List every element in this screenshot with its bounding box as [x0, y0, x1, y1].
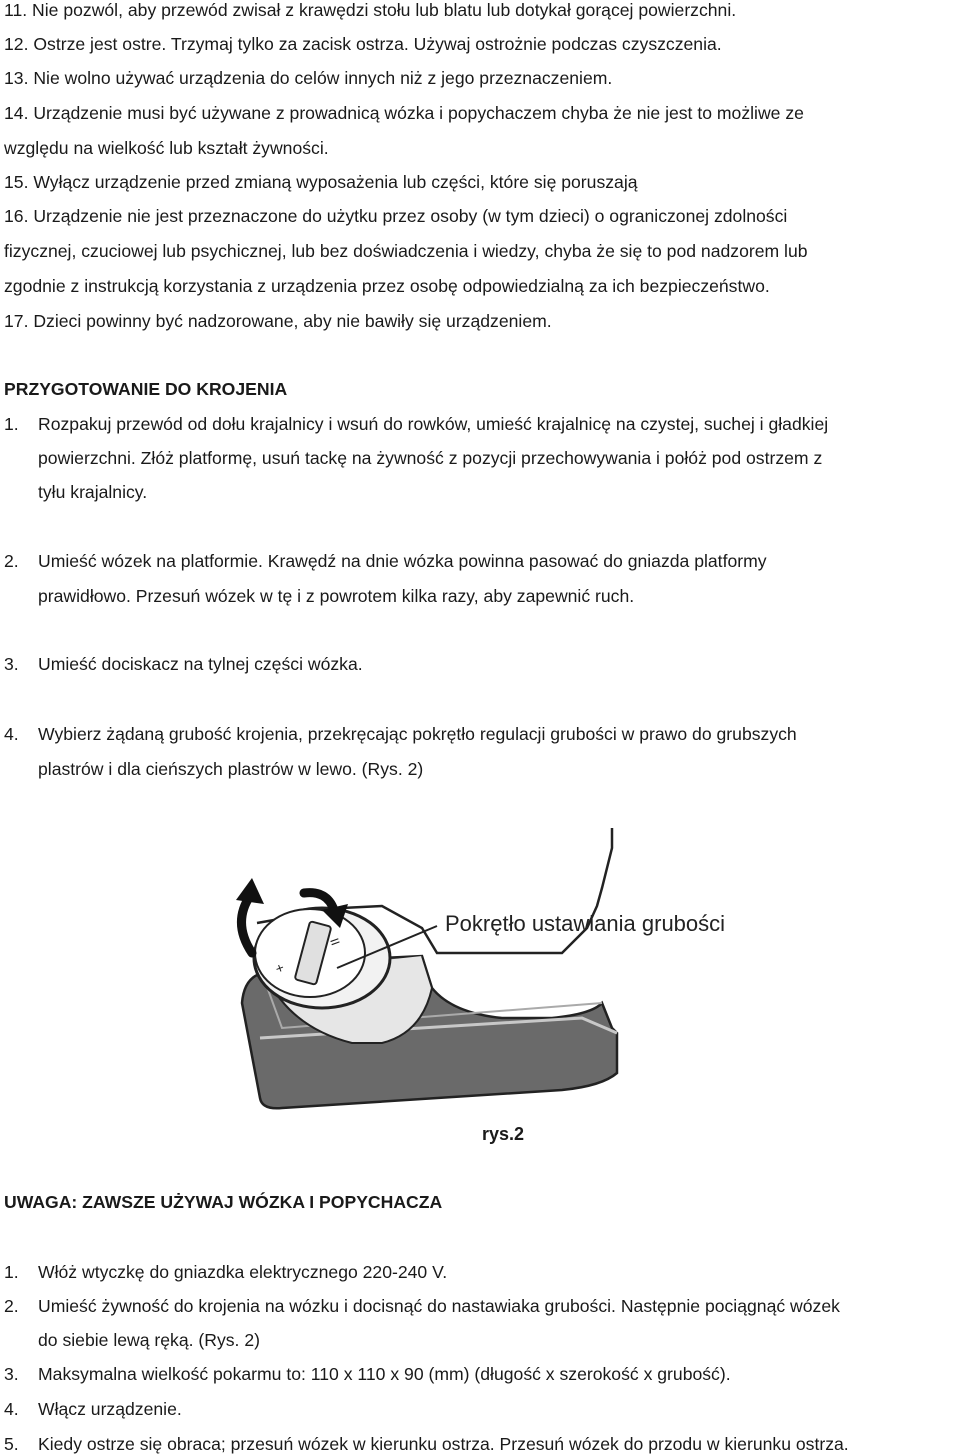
safety-item-17: 17. Dzieci powinny być nadzorowane, aby nie bawiły się urządzeniem. [4, 311, 552, 331]
prep-heading: PRZYGOTOWANIE DO KROJENIA [4, 379, 288, 399]
safety-item-12: 12. Ostrze jest ostre. Trzymaj tylko za zacisk ostrza. Używaj ostrożnie podczas czyszczenia. [4, 34, 722, 54]
warning-item-1-number: 1. [4, 1262, 19, 1282]
warning-item-1: Włóż wtyczkę do gniazdka elektrycznego 220-240 V. [38, 1262, 448, 1282]
prep-step-1-number: 1. [4, 414, 19, 434]
safety-item-15: 15. Wyłącz urządzenie przed zmianą wyposażenia lub części, które się poruszają [4, 172, 638, 192]
knob-label: Pokrętło ustawiania grubości [445, 911, 726, 936]
prep-step-2-line1: Umieść wózek na platformie. Krawędź na dnie wózka powinna pasować do gniazda platformy [38, 551, 767, 571]
warning-item-3: Maksymalna wielkość pokarmu to: 110 x 110 x 90 (mm) (długość x szerokość x grubość). [38, 1364, 731, 1384]
slicer-illustration [222, 828, 782, 1118]
prep-step-3-number: 3. [4, 654, 19, 674]
prep-step-2-number: 2. [4, 551, 19, 571]
prep-step-4-line2: plastrów i dla cieńszych plastrów w lewo. (Rys. 2) [38, 759, 424, 779]
prep-step-1-line1: Rozpakuj przewód od dołu krajalnicy i wsuń do rowków, umieść krajalnicę na czystej, suchej i gładkiej [38, 414, 829, 434]
svg-text:II: II [327, 936, 343, 948]
warning-item-2-line2: do siebie lewą ręką. (Rys. 2) [38, 1330, 260, 1350]
svg-text:+: + [271, 961, 290, 975]
warning-item-5: Kiedy ostrze się obraca; przesuń wózek w kierunku ostrza. Przesuń wózek do przodu w kierunku ostrza. [38, 1434, 849, 1454]
prep-step-2-line2: prawidłowo. Przesuń wózek w tę i z powrotem kilka razy, aby zapewnić ruch. [38, 586, 635, 606]
safety-item-14-line1: 14. Urządzenie musi być używane z prowadnicą wózka i popychaczem chyba że nie jest to możliwe ze [4, 103, 804, 123]
prep-step-4-number: 4. [4, 724, 19, 744]
thickness-knob-figure [222, 828, 782, 1118]
warning-item-3-number: 3. [4, 1364, 19, 1384]
warning-item-2-number: 2. [4, 1296, 19, 1316]
prep-step-1-line2: powierzchni. Złóż platformę, usuń tackę na żywność z pozycji przechowywania i połóż pod ostrzem z [38, 448, 823, 468]
warning-item-4-number: 4. [4, 1399, 19, 1419]
safety-item-16-line1: 16. Urządzenie nie jest przeznaczone do użytku przez osoby (w tym dzieci) o ograniczonej zdolności [4, 206, 788, 226]
safety-item-16-line3: zgodnie z instrukcją korzystania z urządzenia przez osobę odpowiedzialną za ich bezpieczeństwo. [4, 276, 770, 296]
safety-item-13: 13. Nie wolno używać urządzenia do celów innych niż z jego przeznaczeniem. [4, 68, 613, 88]
safety-item-14-line2: względu na wielkość lub kształt żywności. [4, 138, 329, 158]
warning-item-5-number: 5. [4, 1434, 19, 1454]
warning-heading: UWAGA: ZAWSZE UŻYWAJ WÓZKA I POPYCHACZA [4, 1192, 443, 1212]
warning-item-4: Włącz urządzenie. [38, 1399, 182, 1419]
warning-item-2-line1: Umieść żywność do krojenia na wózku i docisnąć do nastawiaka grubości. Następnie pociągnąć wózek [38, 1296, 840, 1316]
safety-item-11: 11. Nie pozwól, aby przewód zwisał z krawędzi stołu lub blatu lub dotykał gorącej powierzchni. [4, 0, 737, 20]
prep-step-3-line1: Umieść dociskacz na tylnej części wózka. [38, 654, 363, 674]
prep-step-4-line1: Wybierz żądaną grubość krojenia, przekręcając pokrętło regulacji grubości w prawo do grubszych [38, 724, 797, 744]
figure-caption: rys.2 [482, 1124, 525, 1144]
safety-item-16-line2: fizycznej, czuciowej lub psychicznej, lub bez doświadczenia i wiedzy, chyba że się to pod nadzorem lub [4, 241, 808, 261]
prep-step-1-line3: tyłu krajalnicy. [38, 482, 148, 502]
